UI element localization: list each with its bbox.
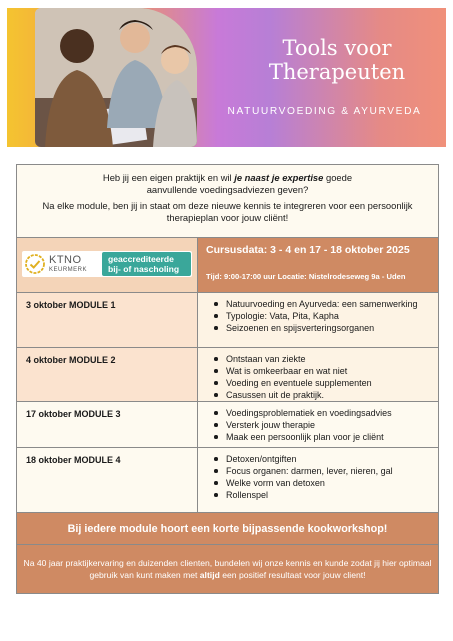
module-row-1: [17, 293, 438, 348]
list-item: Casussen uit de praktijk.: [214, 389, 434, 401]
list-item: Detoxen/ontgiften: [214, 453, 434, 465]
hero-title-line2: Therapeuten: [268, 60, 406, 84]
module-row-3: [17, 402, 438, 448]
footer-text-pre: Na 40 jaar praktijkervaring en duizenden clienten, bundelen wij onze kennis en kunde zodat jij hier optimaal gebruik van kunt maken met: [23, 558, 432, 580]
course-info-row: [17, 237, 438, 293]
course-dates: Cursusdata: 3 - 4 en 17 - 18 oktober 2025: [206, 244, 410, 256]
accreditation-line2: bij- of nascholing: [108, 264, 180, 274]
module-label: 4 oktober MODULE 2: [17, 348, 198, 401]
workshop-banner: Bij iedere module hoort een korte bijpassende kookworkshop!: [17, 513, 438, 545]
intro-line2: aanvullende voedingsadviezen geven?: [146, 184, 309, 195]
footer-text-post: een positief resultaat voor jouw client!: [219, 569, 366, 580]
list-item: Voedingsproblematiek en voedingsadvies: [214, 407, 434, 419]
module-label: 18 oktober MODULE 4: [17, 448, 198, 512]
list-item: Voeding en eventuele supplementen: [214, 377, 434, 389]
module-topics: [214, 298, 434, 334]
badge-sub: KEURMERK: [49, 267, 88, 273]
module-row-2: [17, 348, 438, 402]
intro-line1-post: goede: [323, 172, 353, 183]
list-item: Versterk jouw therapie: [214, 419, 434, 431]
accreditation-line1: geaccrediteerde: [108, 254, 174, 264]
module-label: 3 oktober MODULE 1: [17, 293, 198, 347]
check-seal-icon: [25, 254, 45, 274]
intro-section: [17, 165, 438, 237]
module-row-4: [17, 448, 438, 513]
hero-subtitle: NATUURVOEDING & AYURVEDA: [227, 106, 422, 117]
list-item: Natuurvoeding en Ayurveda: een samenwerking: [214, 298, 434, 310]
hero-title-line1: Tools voor: [282, 36, 392, 60]
intro-para2: Na elke module, ben jij in staat om deze nieuwe kennis te integreren voor een persoonlijk therapieplan voor jouw cliënt!: [42, 200, 413, 223]
badge-name: KTNO: [49, 254, 82, 266]
footer-text-bold: altijd: [199, 569, 220, 580]
module-label: 17 oktober MODULE 3: [17, 402, 198, 447]
module-topics: [214, 453, 434, 501]
list-item: Welke vorm van detoxen: [214, 477, 434, 489]
module-topics: [214, 353, 434, 401]
footer-note: [17, 545, 438, 593]
list-item: Maak een persoonlijk plan voor je cliënt: [214, 431, 434, 443]
ktno-badge: [22, 251, 192, 277]
module-topics: [214, 407, 434, 443]
photo-illustration: [35, 8, 197, 147]
hero-title: [237, 36, 437, 84]
intro-line1-emphasis: je naast je expertise: [234, 172, 324, 183]
list-item: Typologie: Vata, Pita, Kapha: [214, 310, 434, 322]
list-item: Rollenspel: [214, 489, 434, 501]
course-time-location: Tijd: 9:00-17:00 uur Locatie: Nistelrodeseweg 9a - Uden: [206, 272, 406, 281]
intro-line1-pre: Heb jij een eigen praktijk en wil: [102, 172, 235, 183]
list-item: Ontstaan van ziekte: [214, 353, 434, 365]
accreditation-label: [102, 252, 191, 276]
list-item: Wat is omkeerbaar en wat niet: [214, 365, 434, 377]
badge-cell: [17, 238, 198, 292]
intro-question: [31, 172, 424, 196]
group-photo-image: [35, 8, 197, 147]
hero-banner: [7, 8, 446, 147]
list-item: Seizoenen en spijsverteringsorganen: [214, 322, 434, 334]
course-card: [16, 164, 439, 594]
list-item: Focus organen: darmen, lever, nieren, gal: [214, 465, 434, 477]
